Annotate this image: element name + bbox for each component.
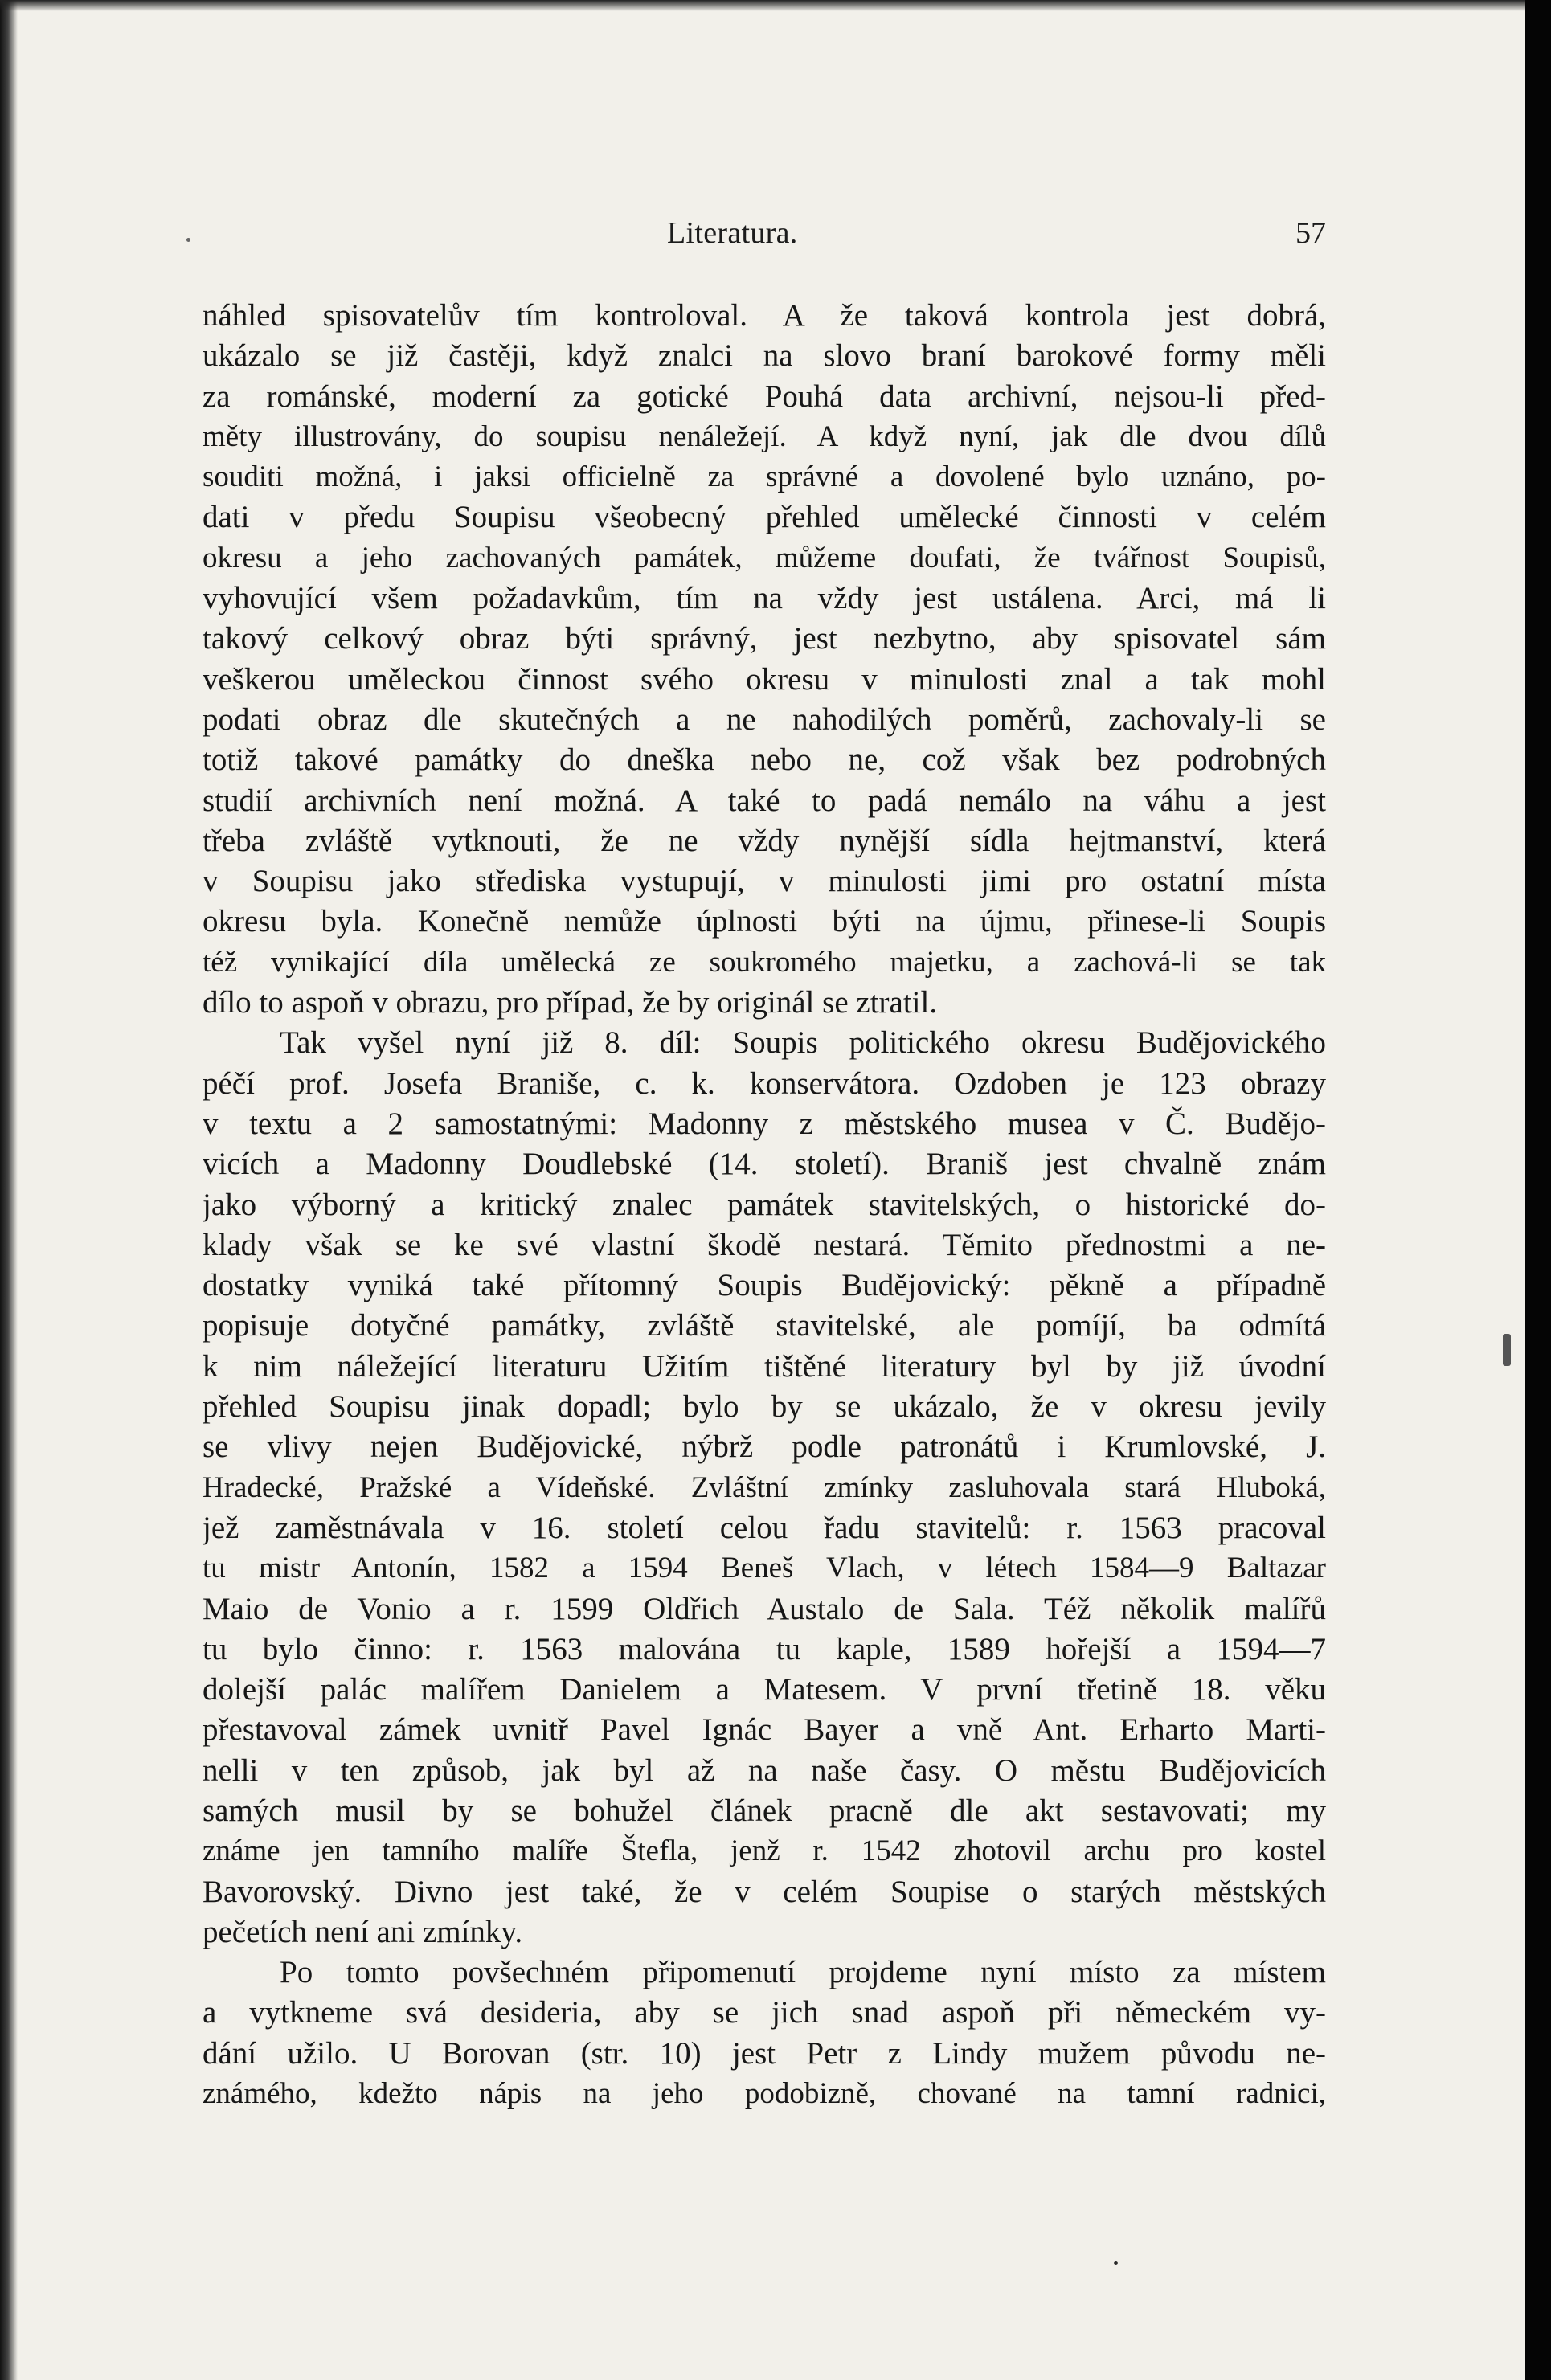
text-line: jež zaměstnávala v 16. století celou řadu stavitelů: r. 1563 pracoval — [203, 1510, 1326, 1545]
text-line: pečetích není ani zmínky. — [203, 1914, 523, 1949]
text-line: dílo to aspoň v obrazu, pro případ, že by originál se ztratil. — [203, 985, 938, 1020]
text-line: klady však se ke své vlastní škodě nestará. Těmito přednostmi a ne- — [203, 1227, 1326, 1262]
text-line: tu mistr Antonín, 1582 a 1594 Beneš Vlach, v létech 1584—9 Baltazar — [203, 1552, 1326, 1585]
print-speck — [1114, 2261, 1118, 2265]
text-line: známého, kdežto nápis na jeho podobizně, chované na tamní radnici, — [203, 2077, 1326, 2111]
text-line: okresu byla. Konečně nemůže úplnosti býti na újmu, přinese-li Soupis — [203, 904, 1326, 939]
text-line: nelli v ten způsob, jak byl až na naše časy. O městu Budějovicích — [203, 1752, 1326, 1788]
text-line: známe jen tamního malíře Štefla, jenž r. 1542 zhotovil archu pro kostel — [203, 1834, 1326, 1868]
text-line: veškerou uměleckou činnost svého okresu v minulosti znal a tak mohl — [203, 661, 1326, 697]
print-speck — [186, 238, 190, 242]
text-line: tu bylo činno: r. 1563 malována tu kaple, 1589 hořejší a 1594—7 — [203, 1631, 1326, 1666]
text-line: popisuje dotyčné památky, zvláště stavitelské, ale pomíjí, ba odmítá — [203, 1308, 1326, 1343]
text-line: Hradecké, Pražské a Vídeňské. Zvláštní zmínky zasluhovala stará Hluboká, — [203, 1470, 1326, 1504]
page-header — [201, 215, 1326, 256]
text-line: za románské, moderní za gotické Pouhá data archivní, nejsou-li před- — [203, 378, 1326, 414]
text-line: dolejší palác malířem Danielem a Matesem. V první třetině 18. věku — [203, 1672, 1326, 1707]
text-line: v textu a 2 samostatnými: Madonny z městského musea v Č. Budějo- — [203, 1106, 1326, 1141]
text-line: dati v předu Soupisu všeobecný přehled umělecké činnosti v celém — [203, 500, 1326, 535]
text-line: takový celkový obraz býti správný, jest nezbytno, aby spisovatel sám — [203, 621, 1326, 656]
body-text — [203, 296, 1326, 2114]
text-line: v Soupisu jako střediska vystupují, v minulosti jimi pro ostatní místa — [203, 864, 1326, 899]
text-line: souditi možná, i jaksi officielně za správné a dovolené bylo uznáno, po- — [203, 460, 1326, 494]
text-line: k nim náležející literaturu Užitím tištěné literatury byl by již úvodní — [203, 1348, 1326, 1384]
text-line: vyhovující všem požadavkům, tím na vždy jest ustálena. Arci, má li — [203, 581, 1326, 616]
text-line: Po tomto povšechném připomenutí projdeme nyní místo za místem — [280, 1955, 1326, 1990]
text-line: též vynikající díla umělecká ze soukromého majetku, a zachová-li se tak — [203, 945, 1326, 979]
text-line: samých musil by se bohužel článek pracně dle akt sestavovati; my — [203, 1793, 1326, 1828]
text-line: dání užilo. U Borovan (str. 10) jest Petr z Lindy mužem původu ne- — [203, 2035, 1326, 2071]
text-line: přehled Soupisu jinak dopadl; bylo by se ukázalo, že v okresu jevily — [203, 1389, 1326, 1425]
text-line: podati obraz dle skutečných a ne nahodilých poměrů, zachovaly-li se — [203, 701, 1326, 737]
text-line: přestavoval zámek uvnitř Pavel Ignác Bayer a vně Ant. Erharto Marti- — [203, 1712, 1326, 1748]
text-line: a vytkneme svá desideria, aby se jich snad aspoň při německém vy- — [203, 1995, 1326, 2030]
text-line: se vlivy nejen Budějovické, nýbrž podle patronátů i Krumlovské, J. — [203, 1429, 1326, 1465]
text-line: studií archivních není možná. A také to padá nemálo na váhu a jest — [203, 783, 1326, 818]
text-line: okresu a jeho zachovaných památek, můžeme doufati, že tvářnost Soupisů, — [203, 541, 1326, 575]
text-line: dostatky vyniká také přítomný Soupis Budějovický: pěkně a případně — [203, 1268, 1326, 1303]
text-line: totiž takové památky do dneška nebo ne, což však bez podrobných — [203, 742, 1326, 778]
text-line: náhled spisovatelův tím kontroloval. A že taková kontrola jest dobrá, — [203, 298, 1326, 333]
print-speck — [1503, 1334, 1511, 1366]
text-line: Bavorovský. Divno jest také, že v celém Soupise o starých městských — [203, 1874, 1326, 1909]
page-number: 57 — [1295, 216, 1326, 250]
top-edge-shadow — [0, 0, 1525, 11]
scan-border — [1525, 0, 1551, 2380]
text-line: péčí prof. Josefa Braniše, c. k. konservátora. Ozdoben je 123 obrazy — [203, 1065, 1326, 1101]
text-line: vicích a Madonny Doudlebské (14. století). Braniš jest chvalně znám — [203, 1147, 1326, 1182]
text-line: jako výborný a kritický znalec památek stavitelských, o historické do- — [203, 1187, 1326, 1222]
text-line: ukázalo se již častěji, když znalci na slovo braní barokové formy měli — [203, 338, 1326, 374]
text-line: Tak vyšel nyní již 8. díl: Soupis politického okresu Budějovického — [280, 1025, 1326, 1061]
text-line: Maio de Vonio a r. 1599 Oldřich Austalo de Sala. Též několik malířů — [203, 1591, 1326, 1626]
text-line: třeba zvláště vytknouti, že ne vždy nynější sídla hejtmanství, která — [203, 823, 1326, 858]
running-title: Literatura. — [667, 216, 798, 250]
text-line: měty illustrovány, do soupisu nenáležejí. A když nyní, jak dle dvou dílů — [203, 419, 1326, 453]
binding-shadow — [0, 0, 18, 2380]
